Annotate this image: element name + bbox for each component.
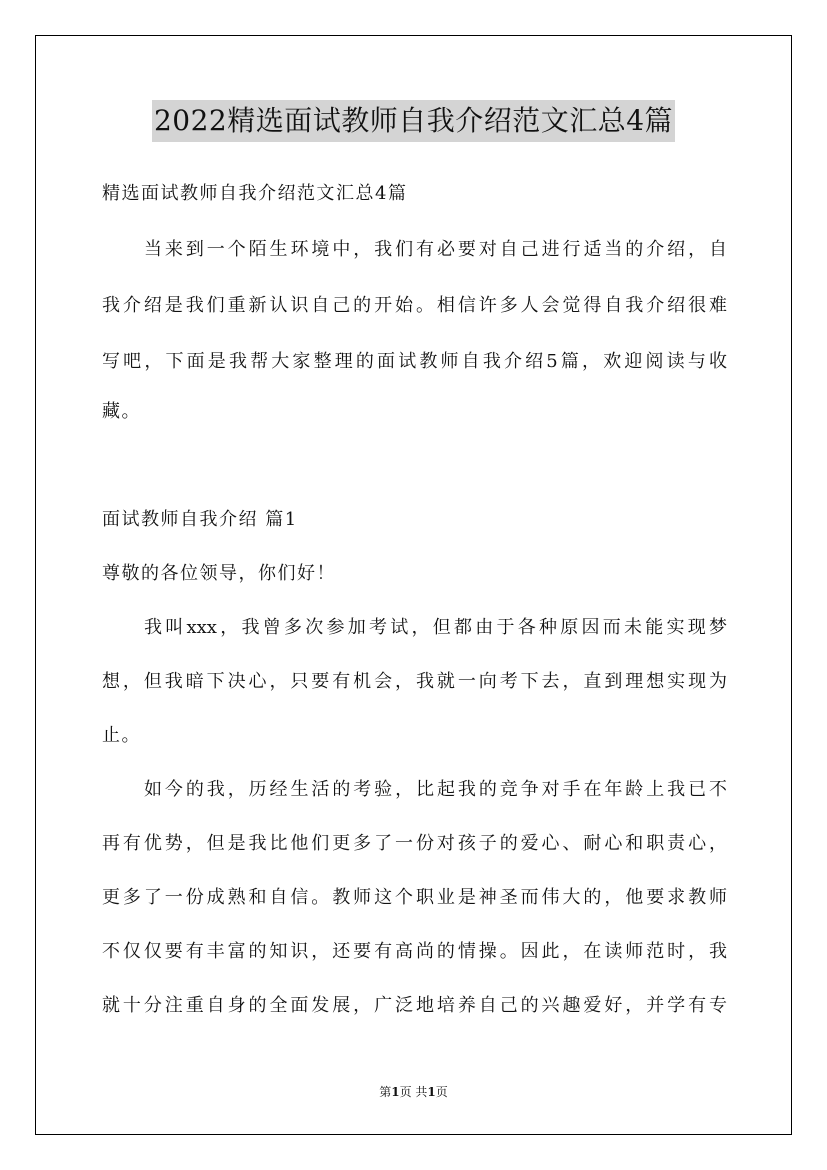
footer-prefix: 第 xyxy=(379,1085,392,1099)
page-footer xyxy=(0,1084,827,1100)
footer-mid: 页 共 xyxy=(399,1085,428,1099)
paragraph-line: 想，但我暗下决心，只要有机会，我就一向考下去，直到理想实现为 xyxy=(102,671,727,692)
greeting: 尊敬的各位领导，你们好！ xyxy=(102,563,336,584)
document-title: 2022精选面试教师自我介绍范文汇总4篇 xyxy=(152,100,675,142)
paragraph-line: 就十分注重自身的全面发展，广泛地培养自己的兴趣爱好，并学有专 xyxy=(102,995,727,1016)
intro-line: 我介绍是我们重新认识自己的开始。相信许多人会觉得自我介绍很难 xyxy=(102,295,727,316)
paragraph-line: 更多了一份成熟和自信。教师这个职业是神圣而伟大的，他要求教师 xyxy=(102,887,727,908)
paragraph-line: 不仅仅要有丰富的知识，还要有高尚的情操。因此，在读师范时，我 xyxy=(102,941,727,962)
intro-line: 写吧，下面是我帮大家整理的面试教师自我介绍5篇，欢迎阅读与收 xyxy=(102,351,727,372)
document-subtitle: 精选面试教师自我介绍范文汇总4篇 xyxy=(102,183,408,204)
intro-line: 当来到一个陌生环境中，我们有必要对自己进行适当的介绍，自 xyxy=(144,239,727,260)
intro-line: 藏。 xyxy=(102,401,141,422)
footer-current-page: 1 xyxy=(391,1085,400,1099)
paragraph-line: 止。 xyxy=(102,725,141,746)
paragraph-line: 再有优势，但是我比他们更多了一份对孩子的爱心、耐心和职责心， xyxy=(102,833,727,854)
footer-suffix: 页 xyxy=(435,1085,448,1099)
paragraph-line: 我叫xxx，我曾多次参加考试，但都由于各种原因而未能实现梦 xyxy=(144,617,727,638)
section-heading: 面试教师自我介绍 篇1 xyxy=(102,509,298,530)
paragraph-line: 如今的我，历经生活的考验，比起我的竞争对手在年龄上我已不 xyxy=(144,779,727,800)
footer-total-pages: 1 xyxy=(427,1085,436,1099)
title-wrap xyxy=(0,100,827,142)
